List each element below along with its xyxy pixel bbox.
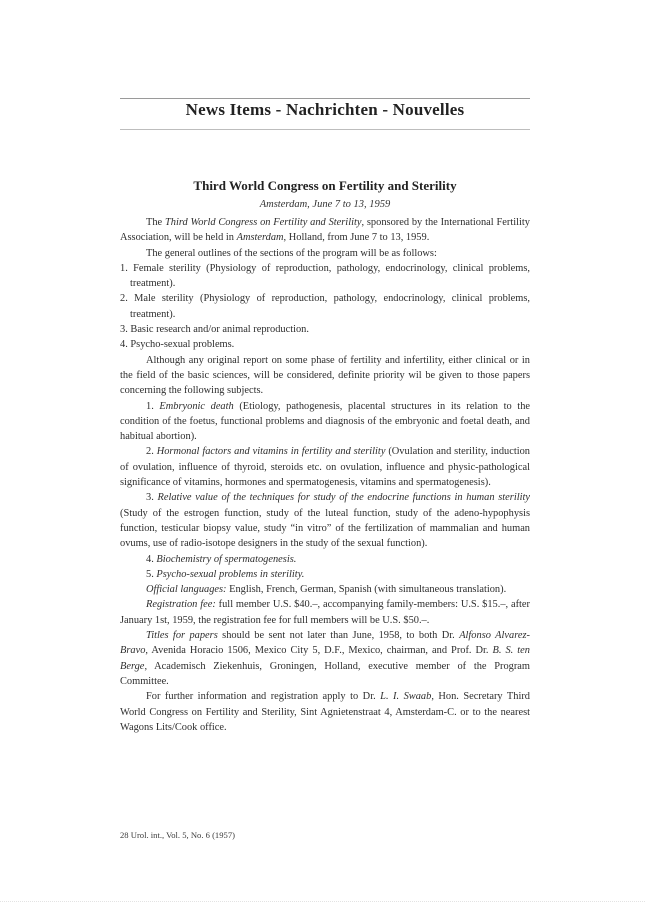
article-body bbox=[120, 215, 530, 735]
section-title: News Items - Nachrichten - Nouvelles bbox=[185, 100, 465, 119]
list-item: 3. Basic research and/or animal reproduction. bbox=[120, 324, 309, 336]
further-information-paragraph: For further information and registration apply to Dr. L. I. Swaab, Hon. Secretary Third World Congress on Fertility and Sterility, Sint Agnietenstraat 4, Amsterdam-C. or to the nearest Wagons Lits/Cook office. bbox=[120, 691, 530, 733]
article-title: Third World Congress on Fertility and Sterility bbox=[193, 178, 457, 193]
outline-intro: The general outlines of the sections of the program will be as follows: bbox=[146, 247, 437, 259]
registration-fee-paragraph: Registration fee: full member U.S. $40.–, accompanying family-members: U.S. $15.–, after January 1st, 1959, the registration fee for full members will be U.S. $50.–. bbox=[120, 599, 530, 626]
scan-edge bbox=[0, 900, 645, 902]
subject-embryonic-death: 1. Embryonic death (Etiology, pathogenesis, placental structures in its relation to the condition of the foetus, functional problems and diagnosis of the embryonic and foetal death, and habitual abortion). bbox=[120, 400, 530, 443]
official-languages-paragraph: Official languages: English, French, German, Spanish (with simultaneous translation). bbox=[146, 584, 507, 596]
priority-paragraph: Although any original report on some phase of fertility and infertility, either clinical or in the field of the basic sciences, will be considered, definite priority wil be given to those papers concerning the following subjects. bbox=[120, 354, 530, 397]
titles-for-papers-paragraph: Titles for papers should be sent not later than June, 1958, to both Dr. Alfonso Alvarez-Bravo, Avenida Horacio 1506, Mexico City 5, D.F., Mexico, chairman, and Prof. Dr. B. S. ten Berge, Academisch Ziekenhuis, Groningen, Holland, executive member of the Program Committee. bbox=[120, 630, 530, 687]
list-item: 1. Female sterility (Physiology of reproduction, pathology, endocrinology, clinical problems, treatment). bbox=[120, 262, 530, 290]
page-footer: 28 Urol. int., Vol. 5, No. 6 (1957) bbox=[120, 830, 235, 840]
list-item: 4. Psycho-sexual problems. bbox=[120, 339, 235, 351]
subject-psycho-sexual: 5. Psycho-sexual problems in sterility. bbox=[146, 568, 305, 580]
dateline: Amsterdam, June 7 to 13, 1959 bbox=[259, 199, 391, 210]
subject-biochemistry: 4. Biochemistry of spermatogenesis. bbox=[146, 553, 297, 565]
list-item: 2. Male sterility (Physiology of reproduction, pathology, endocrinology, clinical problems, treatment). bbox=[120, 293, 530, 320]
subject-hormonal-factors: 2. Hormonal factors and vitamins in fertility and sterility (Ovulation and sterility, induction of ovulation, influence of thyroid, steroids etc. on ovulation, influence and physic-pathological significance of vitamins, hormones and spermatogenesis, vitamins and spermatogenesis). bbox=[120, 446, 530, 489]
subject-techniques: 3. Relative value of the techniques for study of the endocrine functions in human sterility (Study of the estrogen function, study of the luteal function, study of the adeno-hypophysis function, testicular biopsy value, study “in vitro” of the fertilization of mammalian and human ovums, use of radio-isotope designers in the study of the sexual function). bbox=[120, 492, 530, 550]
intro-paragraph: The Third World Congress on Fertility and Sterility, sponsored by the International Fertility Association, will be held in Amsterdam, Holland, from June 7 to 13, 1959. bbox=[120, 217, 530, 244]
